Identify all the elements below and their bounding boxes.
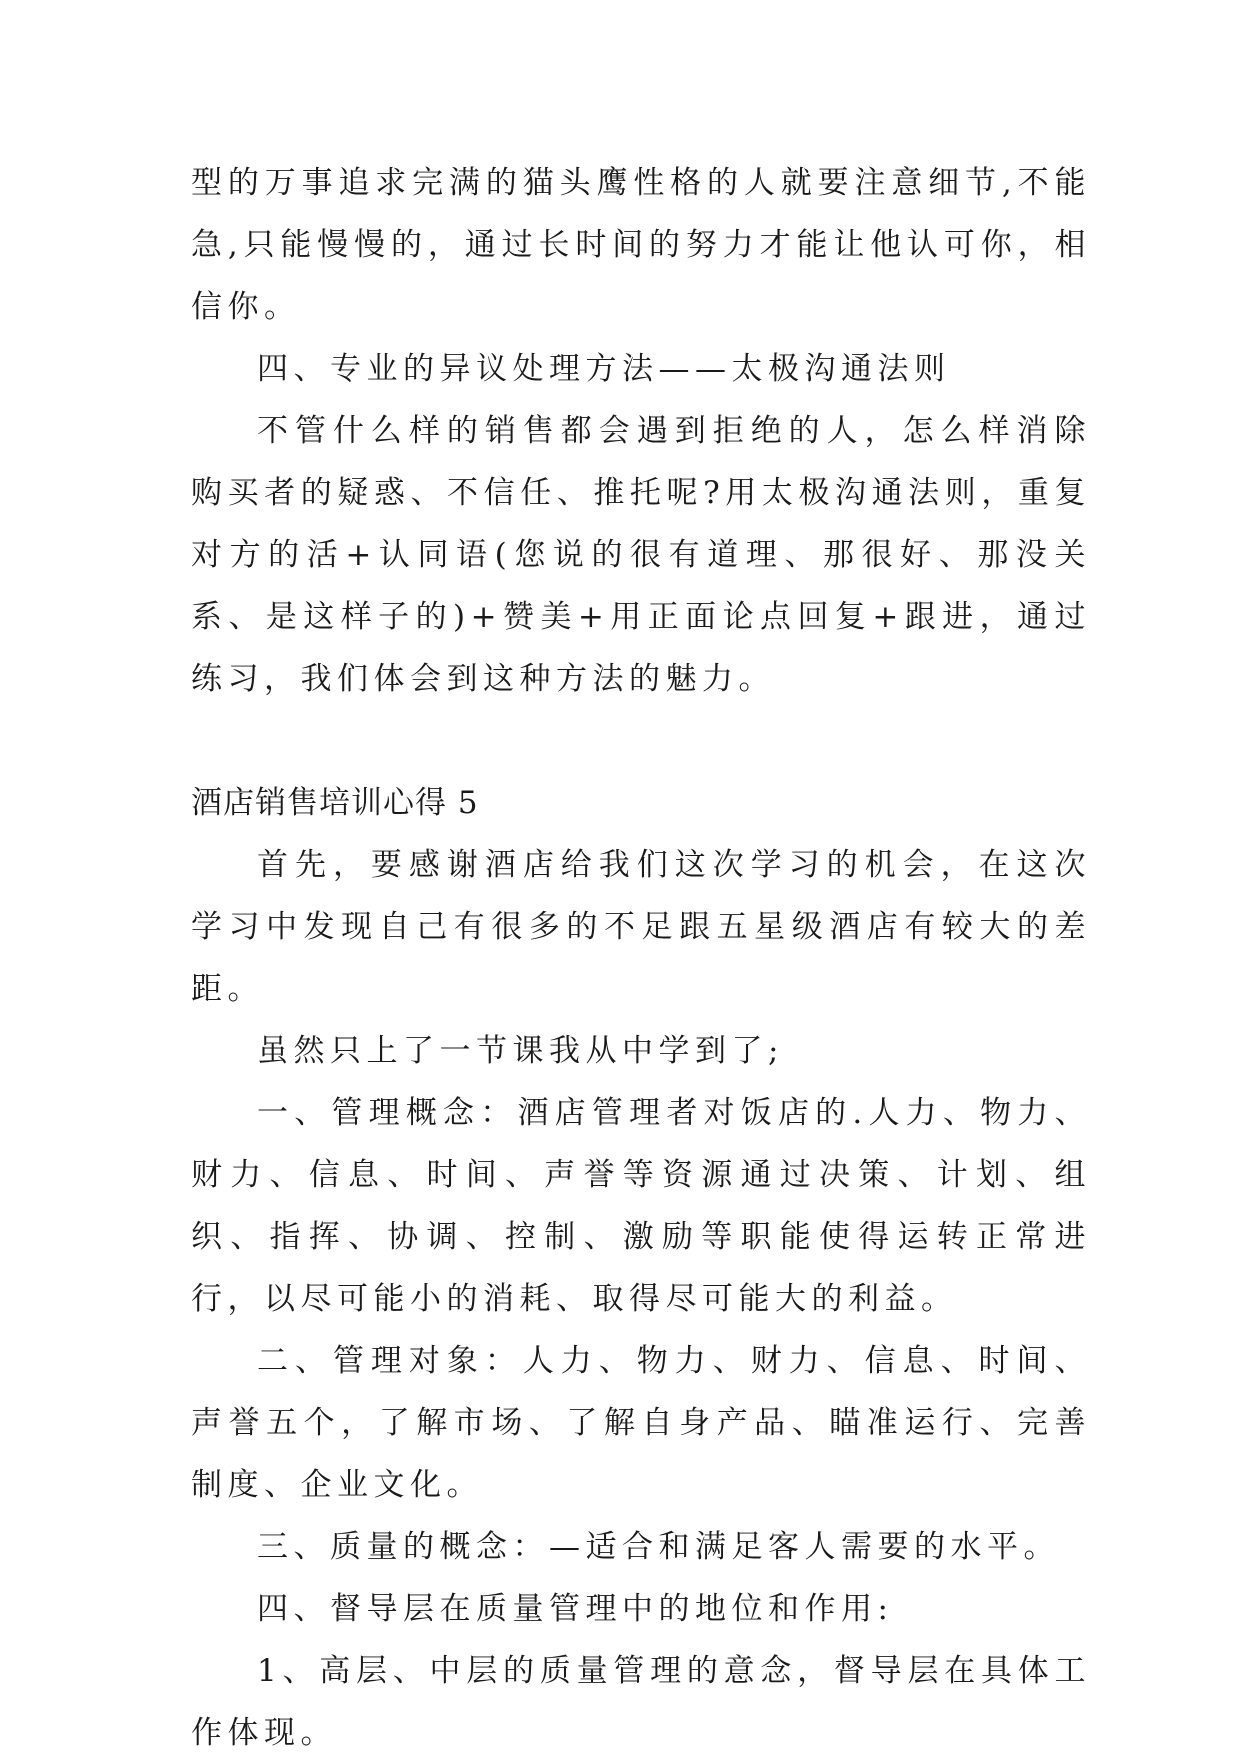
section-spacer [191,710,1091,772]
paragraph-supervisor-role: 四、督导层在质量管理中的地位和作用: [257,1591,894,1627]
point-four-heading: 四、专业的异议处理方法——太极沟通法则 [257,351,951,387]
paragraph-learned: 虽然只上了一节课我从中学到了; [257,1033,784,1069]
paragraph-quality-intent: 1、高层、中层的质量管理的意念，督导层在具体工作体现。 [191,1653,1091,1751]
paragraph-management-objects: 二、管理对象：人力、物力、财力、信息、时间、声誉五个，了解市场、了解自身产品、瞄准运行、完善制度、企业文化。 [191,1343,1091,1503]
document-body [191,152,1091,1764]
section-title: 酒店销售培训心得 5 [191,785,479,821]
paragraph-management-concept: 一、管理概念：酒店管理者对饭店的.人力、物力、财力、信息、时间、声誉等资源通过决策、计划、组织、指挥、协调、控制、激励等职能使得运转正常进行，以尽可能小的消耗、取得尽可能大的利益。 [191,1095,1091,1317]
point-four-body: 不管什么样的销售都会遇到拒绝的人，怎么样消除购买者的疑惑、不信任、推托呢?用太极沟通法则，重复对方的活+认同语(您说的很有道理、那很好、那没关系、是这样子的)+赞美+用正面论点回复+跟进，通过练习，我们体会到这种方法的魅力。 [191,413,1091,697]
continued-paragraph: 型的万事追求完满的猫头鹰性格的人就要注意细节,不能急,只能慢慢的，通过长时间的努力才能让他认可你，相信你。 [191,165,1091,325]
paragraph-quality-concept: 三、质量的概念：—适合和满足客人需要的水平。 [257,1529,1060,1565]
paragraph-thanks: 首先，要感谢酒店给我们这次学习的机会，在这次学习中发现自己有很多的不足跟五星级酒店有较大的差距。 [191,847,1091,1007]
